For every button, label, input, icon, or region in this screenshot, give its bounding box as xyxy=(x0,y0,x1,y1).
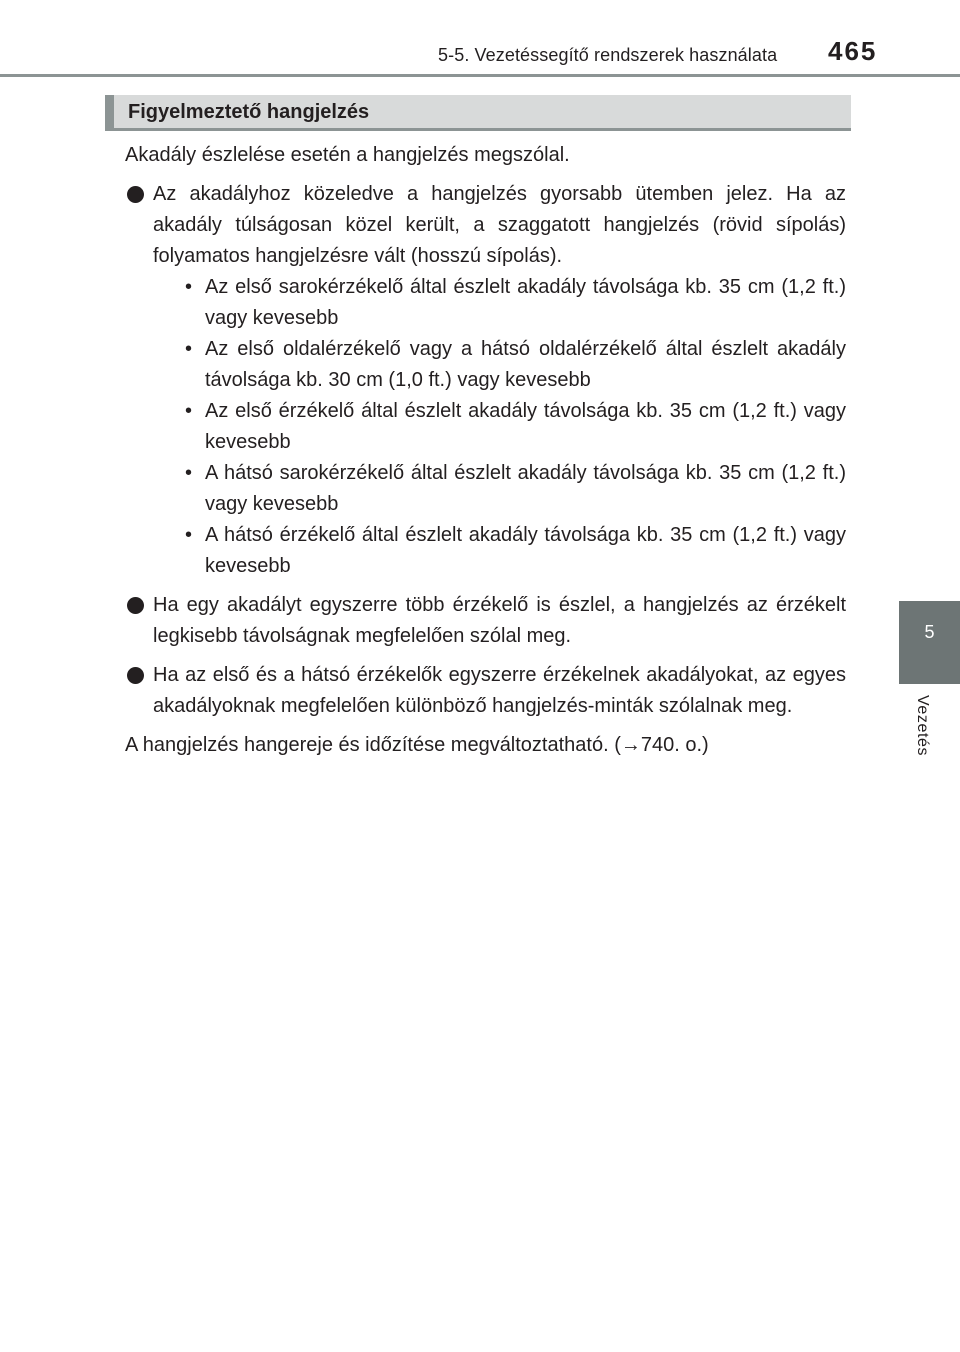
bullet-item xyxy=(125,590,846,652)
sub-bullet-icon: • xyxy=(185,524,193,546)
page-number: 465 xyxy=(828,36,878,66)
sub-bullet-icon: • xyxy=(185,400,193,422)
sub-bullet-icon: • xyxy=(185,462,193,484)
page-header xyxy=(0,0,960,80)
bullet-text: Ha az első és a hátsó érzékelők egyszerre érzékelnek akadályokat, az egyes akadályoknak megfelelően különböző hangjelzés-minták szólalnak meg. xyxy=(153,664,846,717)
sub-list-item xyxy=(181,334,846,396)
sub-bullet-icon: • xyxy=(185,276,193,298)
bullet-dot-icon xyxy=(127,667,144,684)
section-body xyxy=(125,140,846,769)
sub-bullet-icon: • xyxy=(185,338,193,360)
intro-paragraph: Akadály észlelése esetén a hangjelzés megszólal. xyxy=(125,144,570,166)
closing-paragraph: A hangjelzés hangereje és időzítése megváltoztatható. (→740. o.) xyxy=(125,734,709,756)
sub-list-item-text: A hátsó sarokérzékelő által észlelt akadály távolsága kb. 35 cm (1,2 ft.) vagy kevesebb xyxy=(205,462,846,515)
sub-list-item-text: Az első sarokérzékelő által észlelt akadály távolsága kb. 35 cm (1,2 ft.) vagy kevesebb xyxy=(205,276,846,329)
bullet-dot-icon xyxy=(127,186,144,203)
bullet-item xyxy=(125,660,846,722)
bullet-item xyxy=(125,179,846,582)
sub-list-item xyxy=(181,272,846,334)
bullet-text: Az akadályhoz közeledve a hangjelzés gyorsabb ütemben jelez. Ha az akadály túlságosan közel került, a szaggatott hangjelzés (rövid sípolás) folyamatos hangjelzésre vált (hosszú sípolás). xyxy=(153,183,846,267)
sub-list-item xyxy=(181,458,846,520)
sub-list-item-text: Az első oldalérzékelő vagy a hátsó oldalérzékelő által észlelt akadály távolsága kb. 30 cm (1,0 ft.) vagy kevesebb xyxy=(205,338,846,391)
bullet-text: Ha egy akadályt egyszerre több érzékelő is észlel, a hangjelzés az érzékelt legkisebb távolságnak megfelelően szólal meg. xyxy=(153,594,846,647)
section-heading xyxy=(105,95,851,131)
sub-list-item xyxy=(181,396,846,458)
running-header-section-title: 5-5. Vezetéssegítő rendszerek használata xyxy=(438,45,778,65)
section-heading-text: Figyelmeztető hangjelzés xyxy=(128,101,370,123)
bullet-dot-icon xyxy=(127,597,144,614)
sub-list-item xyxy=(181,520,846,582)
header-rule xyxy=(0,74,960,77)
sub-list xyxy=(153,272,846,582)
chapter-tab-number: 5 xyxy=(924,622,935,642)
chapter-tab-label: Vezetés xyxy=(914,695,931,757)
sub-list-item-text: Az első érzékelő által észlelt akadály távolsága kb. 35 cm (1,2 ft.) vagy kevesebb xyxy=(205,400,846,453)
section-heading-accent-bar xyxy=(105,95,114,128)
sub-list-item-text: A hátsó érzékelő által észlelt akadály távolsága kb. 35 cm (1,2 ft.) vagy kevesebb xyxy=(205,524,846,577)
